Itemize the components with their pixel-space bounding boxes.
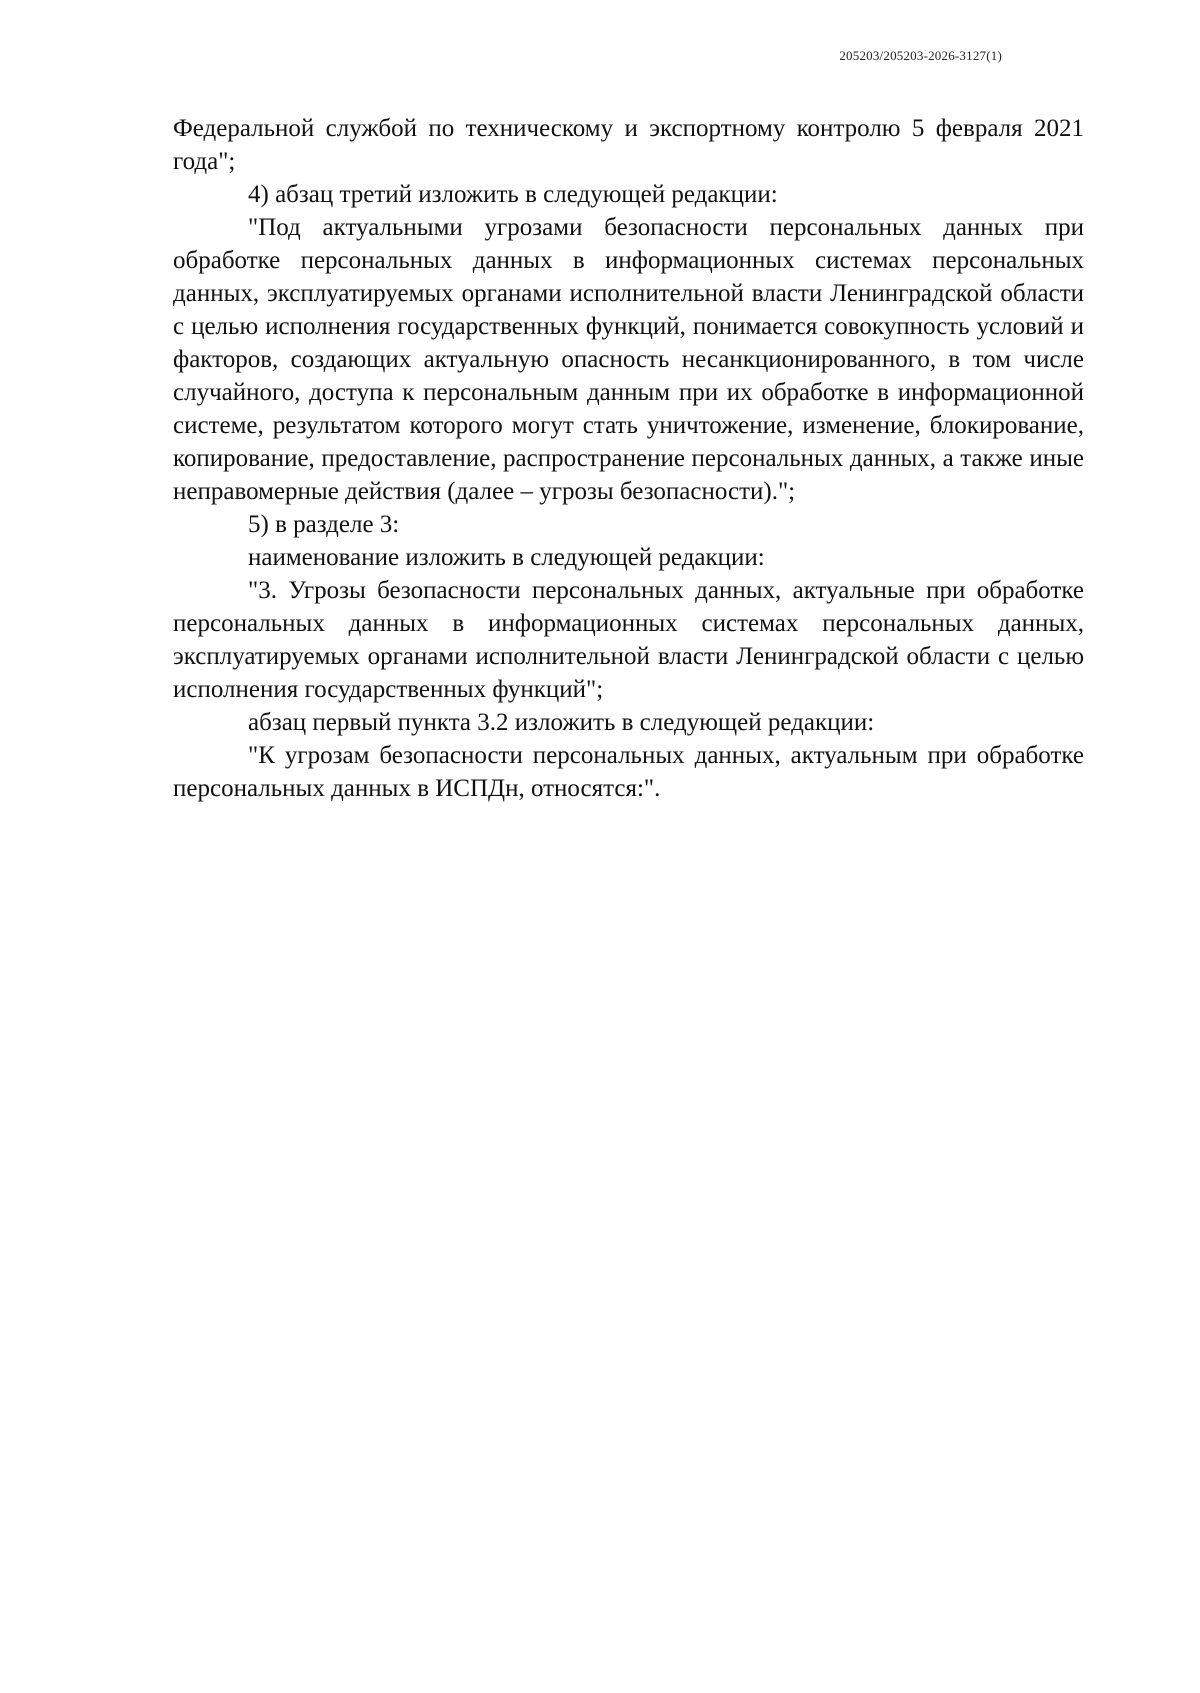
paragraph-section-3-title: "3. Угрозы безопасности персональных данных, актуальные при обработке персональных данных в информационных системах персональных данных, эксплуатируемых органами исполнительной власти Ленинградской области с целью исполнения государственных функций"; [173,577,1084,703]
paragraph-threats-definition: "Под актуальными угрозами безопасности персональных данных при обработке персональных данных в информационных системах персональных данных, эксплуатируемых органами исполнительной власти Ленинградской области с целью исполнения государственных функций, понимается совокупность условий и факторов, создающих актуальную опасность несанкционированного, в том числе случайного, доступа к персональным данным при их обработке в информационной системе, результатом которого могут стать уничтожение, изменение, блокирование, копирование, предоставление, распространение персональных данных, а также иные неправомерные действия (далее – угрозы безопасности)."; [173,214,1084,505]
paragraph-threats-list-intro: "К угрозам безопасности персональных данных, актуальным при обработке персональных данных в ИСПДн, относятся:". [173,742,1084,802]
paragraph-item-4: 4) абзац третий изложить в следующей редакции: [248,181,778,208]
paragraph-item-5: 5) в разделе 3: [248,511,400,538]
document-id: 205203/205203-2026-3127(1) [839,48,1002,63]
paragraph-continuation: Федеральной службой по техническому и экспортному контролю 5 февраля 2021 года"; [173,115,1084,175]
document-body [173,112,1084,805]
paragraph-name-change: наименование изложить в следующей редакции: [248,544,765,571]
paragraph-point-3-2: абзац первый пункта 3.2 изложить в следующей редакции: [248,709,875,736]
